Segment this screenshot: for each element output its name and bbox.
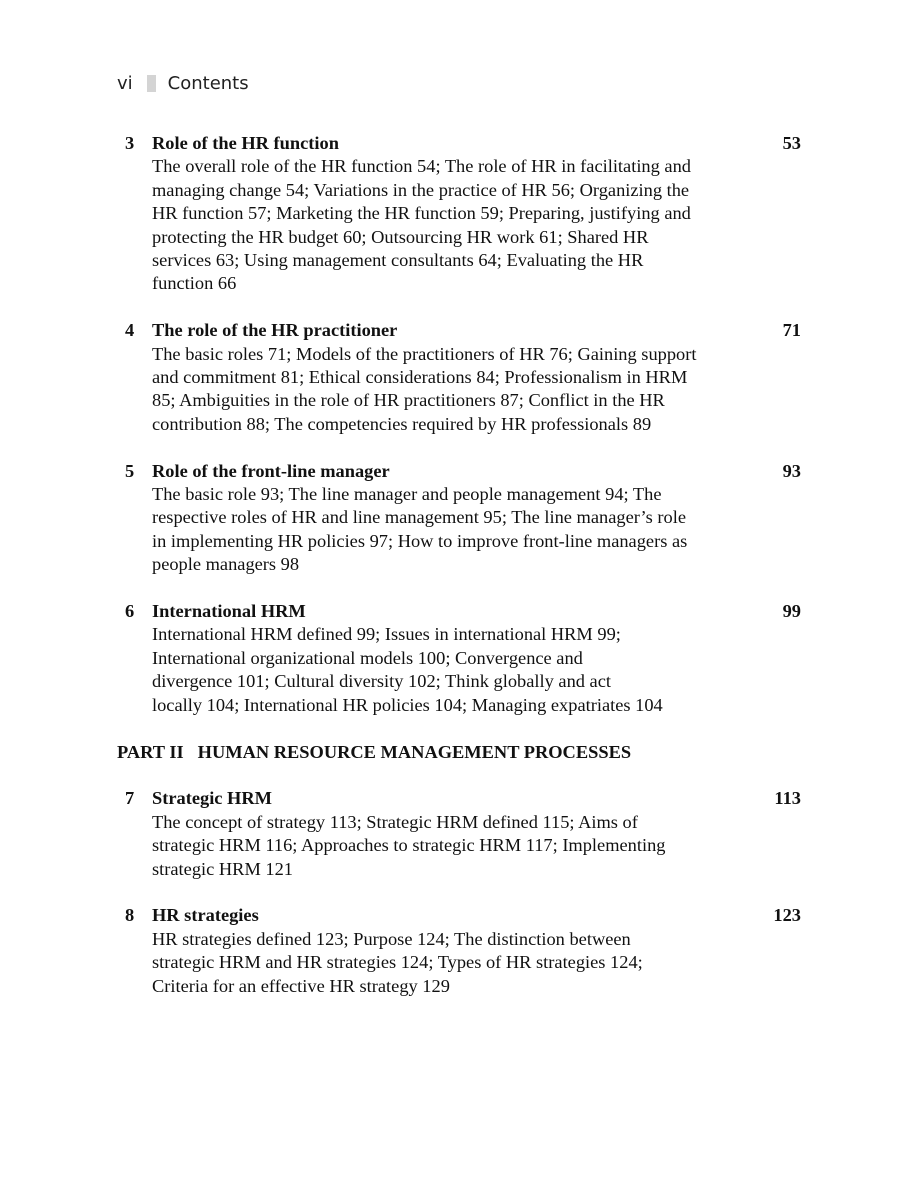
topic-line: International HRM defined 99; Issues in international HRM 99; [152, 624, 621, 645]
topic-line: strategic HRM and HR strategies 124; Types of HR strategies 124; [152, 952, 643, 973]
topic-line: strategic HRM 121 [152, 858, 293, 879]
toc-entry-4[interactable] [117, 319, 807, 436]
part-label: PART II [117, 741, 184, 762]
topic-line: The overall role of the HR function 54; The role of HR in facilitating and [152, 156, 691, 177]
topic-line: protecting the HR budget 60; Outsourcing HR work 61; Shared HR [152, 226, 649, 247]
chapter-title: HR strategies [152, 905, 259, 926]
chapter-title: The role of the HR practitioner [152, 320, 398, 341]
chapter-number: 5 [125, 460, 135, 481]
topic-line: services 63; Using management consultants 64; Evaluating the HR [152, 250, 644, 271]
chapter-number: 8 [125, 905, 135, 926]
chapter-title: Role of the HR function [152, 133, 339, 153]
topic-line: The basic role 93; The line manager and people management 94; The [152, 484, 662, 505]
page-number: 93 [782, 460, 801, 481]
topic-line: contribution 88; The competencies required by HR professionals 89 [152, 413, 652, 434]
toc-entry-8[interactable] [117, 904, 807, 998]
chapter-title: Role of the front-line manager [152, 460, 390, 481]
page-number: 123 [773, 905, 801, 926]
chapter-number: 3 [125, 133, 135, 153]
running-head-title: Contents [167, 73, 249, 94]
topic-line: Criteria for an effective HR strategy 129 [152, 975, 450, 996]
chapter-title: Strategic HRM [152, 788, 273, 809]
toc-entry-5[interactable] [117, 460, 807, 577]
topic-line: HR strategies defined 123; Purpose 124; The distinction between [152, 928, 631, 949]
header-divider-bar [147, 75, 156, 92]
topic-line: divergence 101; Cultural diversity 102; Think globally and act [152, 671, 611, 692]
chapter-number: 6 [125, 601, 135, 622]
chapter-number: 4 [125, 320, 135, 341]
toc-entry-6[interactable] [117, 600, 807, 717]
topic-line: respective roles of HR and line management 95; The line manager’s role [152, 507, 687, 528]
topic-line: people managers 98 [152, 554, 300, 575]
topic-line: HR function 57; Marketing the HR function 59; Preparing, justifying and [152, 203, 691, 224]
table-of-contents [117, 132, 807, 1021]
part-title: HUMAN RESOURCE MANAGEMENT PROCESSES [197, 741, 632, 762]
topic-line: and commitment 81; Ethical considerations 84; Professionalism in HRM [152, 367, 688, 388]
topic-line: locally 104; International HR policies 104; Managing expatriates 104 [152, 694, 663, 715]
toc-entry-7[interactable] [117, 787, 807, 881]
chapter-title: International HRM [152, 601, 306, 622]
page-number: 99 [782, 601, 801, 622]
topic-line: The concept of strategy 113; Strategic HRM defined 115; Aims of [152, 811, 638, 832]
topic-line: managing change 54; Variations in the practice of HR 56; Organizing the [152, 179, 690, 200]
topic-line: The basic roles 71; Models of the practitioners of HR 76; Gaining support [152, 343, 697, 364]
page-number: 113 [774, 788, 801, 809]
running-head [117, 73, 249, 94]
chapter-number: 7 [125, 788, 135, 809]
topic-line: in implementing HR policies 97; How to improve front-line managers as [152, 530, 688, 551]
page-numeral: vi [117, 73, 133, 94]
toc-entry-3[interactable] [117, 132, 807, 296]
page-number: 71 [782, 320, 801, 341]
topic-line: International organizational models 100; Convergence and [152, 647, 583, 668]
page-number: 53 [782, 133, 801, 153]
topic-line: 85; Ambiguities in the role of HR practitioners 87; Conflict in the HR [152, 390, 665, 411]
topic-line: function 66 [152, 273, 237, 294]
topic-line: strategic HRM 116; Approaches to strategic HRM 117; Implementing [152, 835, 666, 856]
part-heading [117, 741, 807, 764]
